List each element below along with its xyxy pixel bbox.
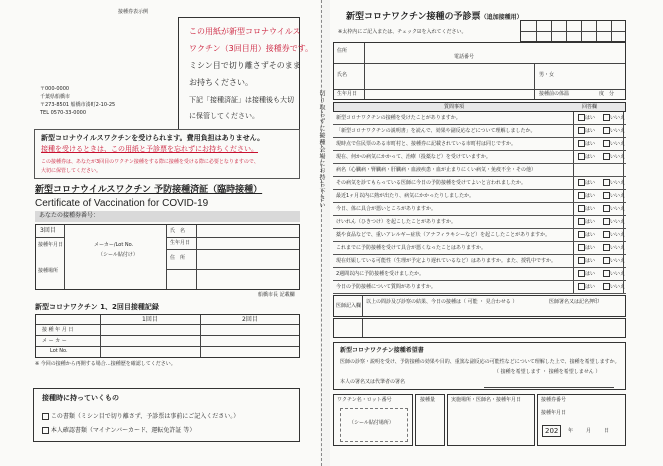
answer-yes-label: はい: [585, 141, 596, 147]
row-date-label: 接種年月日: [38, 242, 64, 248]
answer-yes-option[interactable]: [578, 231, 595, 238]
answer-yes-option[interactable]: [578, 257, 595, 264]
cert-number-bar: [35, 211, 300, 222]
question-text: けいれん（ひきつけ）を起こしたことがありますか。: [336, 219, 457, 225]
answer-no-label: いいえ: [610, 232, 626, 238]
prior-row-date: 接 種 年 月 日: [42, 327, 74, 333]
bring-item-1-text: この書類（ミシン目で切り離さず、予診票は事前にご記入ください。）: [50, 413, 240, 420]
answer-yes-option[interactable]: [578, 127, 595, 134]
question-row: [333, 164, 626, 177]
address-line-1: 〒000-0000: [40, 86, 70, 92]
answer-yes-label: はい: [585, 206, 596, 212]
question-text: 薬や食品などで、重いアレルギー症状（アナフィラキシーなど）を起こしたことがありますか。: [336, 232, 551, 238]
year-prefix: 202: [542, 425, 561, 437]
dose-label: 3回目: [40, 227, 56, 234]
answer-yes-label: はい: [585, 180, 596, 186]
question-row: [333, 125, 626, 138]
answer-no-checkbox[interactable]: [603, 114, 610, 121]
consent-section: [333, 342, 626, 390]
notice-line-6: に保管してください。: [189, 112, 259, 120]
question-text: 2週間以内に予防接種を受けましたか。: [336, 271, 425, 277]
question-table-header: [333, 102, 626, 112]
sticker-place: （シール貼付場所）: [349, 420, 394, 426]
temp-field-label: 接種前の体温: [539, 91, 570, 97]
notice-line-5: 下記「接種済証」は接種後も大切: [189, 96, 294, 104]
answer-no-checkbox[interactable]: [603, 205, 610, 212]
question-row: [333, 112, 626, 125]
question-text: 病名（心臓病・腎臓病・肝臓病・血液疾患・血が止まりにくい病気・免疫不全・その他）: [336, 167, 537, 173]
perforation-line: [321, 0, 322, 466]
answer-yes-label: はい: [585, 271, 596, 277]
answer-no-label: いいえ: [610, 284, 626, 290]
answer-no-option[interactable]: [603, 231, 625, 238]
answer-no-checkbox[interactable]: [603, 270, 610, 277]
sticker-label: （シール貼付け）: [98, 252, 138, 258]
cert-title: 新型コロナウイルスワクチン 予防接種済証（臨時接種）: [35, 185, 263, 195]
answer-yes-checkbox[interactable]: [578, 179, 585, 186]
answer-yes-option[interactable]: [578, 114, 595, 121]
answer-header: 回答欄: [582, 104, 598, 110]
question-row: [333, 229, 626, 242]
answer-no-checkbox[interactable]: [603, 192, 610, 199]
answer-yes-checkbox[interactable]: [578, 244, 585, 251]
address-line-4: TEL 0570-33-0000: [40, 110, 87, 116]
dose-amount-box: [415, 394, 445, 446]
question-row: [333, 138, 626, 151]
answer-yes-checkbox[interactable]: [578, 218, 585, 225]
cert-footer: 船橋市長 記載欄: [258, 292, 295, 298]
notice-box: [178, 17, 314, 130]
name-label: 氏 名: [170, 228, 186, 234]
answer-yes-option[interactable]: [578, 140, 595, 147]
notice-line-4: お持ちください。: [189, 78, 253, 87]
address-label: 住 所: [170, 255, 186, 261]
question-row: [333, 281, 626, 294]
question-row: [333, 255, 626, 268]
answer-no-checkbox[interactable]: [603, 283, 610, 290]
answer-yes-option[interactable]: [578, 179, 595, 186]
day-suffix: 日: [604, 428, 610, 434]
question-text: 新型コロナワクチンの接種を受けたことがありますか。: [336, 115, 461, 121]
bring-title: 接種時に持っていくもの: [42, 394, 119, 402]
doctor-label: 医師記入欄: [336, 303, 362, 309]
bring-item-1: [42, 411, 239, 420]
doctor-section: [333, 295, 626, 317]
answer-yes-label: はい: [585, 245, 596, 251]
name-field-label: 氏名: [337, 72, 348, 78]
answer-no-option[interactable]: [603, 127, 625, 134]
place-doctor-label: 実施場所・医師名・接種年月日: [451, 397, 522, 403]
consent-text: 医師の診察・説明を受け、予防接種の効果や目的、重篤な副反応の可能性などについて理解した上で、接種を希望しますか。: [340, 359, 620, 365]
prior-row-lot: Lot No.: [50, 348, 68, 354]
answer-no-label: いいえ: [610, 180, 626, 186]
answer-no-checkbox[interactable]: [603, 153, 610, 160]
answer-no-option[interactable]: [603, 153, 625, 160]
red-notice-line-1: 新型コロナウイルスワクチンを受けられます。費用負担はありません。: [41, 134, 265, 142]
answer-no-label: いいえ: [610, 115, 626, 121]
answer-yes-label: はい: [585, 258, 596, 264]
answer-yes-option[interactable]: [578, 270, 595, 277]
answer-yes-checkbox[interactable]: [578, 192, 585, 199]
question-row: [333, 151, 626, 164]
row-place-label: 接種場所: [38, 268, 59, 274]
answer-no-option[interactable]: [603, 244, 625, 251]
maker-lot-label: メーカー/Lot No.: [94, 242, 134, 248]
bring-items-box: [33, 388, 300, 442]
question-row: [333, 216, 626, 229]
red-notice-line-4: 大切に保管してください。: [41, 168, 102, 174]
answer-yes-label: はい: [585, 115, 596, 121]
answer-no-label: いいえ: [610, 258, 626, 264]
ticket-number-boxes: [520, 20, 626, 42]
address-line-3: 〒273-8501 船橋市湊町2-10-25: [40, 102, 116, 108]
consent-title: 新型コロナワクチン接種希望書: [340, 347, 424, 354]
name-input[interactable]: [364, 63, 532, 87]
consent-options[interactable]: （ 接種を希望します ・ 接種を希望しません ）: [494, 369, 601, 375]
answer-yes-option[interactable]: [578, 153, 595, 160]
questionnaire-title-suffix: （追加接種用）: [480, 14, 523, 21]
q-header: 質問事項: [444, 104, 465, 110]
instruction: ※太枠内にご記入または、チェック☑を入れてください。: [338, 29, 467, 35]
cert-subtitle: Certificate of Vaccination for COVID-19: [35, 198, 209, 209]
answer-no-option[interactable]: [603, 179, 625, 186]
answer-no-checkbox[interactable]: [603, 179, 610, 186]
red-notice-line-2: 接種を受けるときは、この用紙と予診票を忘れずにお持ちください。: [41, 145, 258, 153]
bring-item-2-checkbox[interactable]: [42, 427, 49, 434]
address-field-label: 住所: [337, 48, 348, 54]
answer-no-label: いいえ: [610, 245, 626, 251]
notice-line-1: この用紙が新型コロナウイルス: [189, 27, 301, 36]
answer-no-label: いいえ: [610, 193, 626, 199]
year-suffix: 年: [568, 428, 574, 434]
notice-line-3: ミシン目で切り離さずそのまま: [189, 61, 301, 70]
question-text: 最近1ヶ月以内に熱が出たり、病気にかかったりしましたか。: [336, 193, 475, 199]
answer-no-option[interactable]: [603, 283, 625, 290]
address-input[interactable]: [364, 43, 624, 61]
answer-yes-option[interactable]: [578, 283, 595, 290]
answer-yes-option[interactable]: [578, 205, 595, 212]
question-text: 今日、体に具合が悪いところがありますか。: [336, 206, 437, 212]
answer-no-checkbox[interactable]: [603, 140, 610, 147]
certificate-table: [35, 224, 300, 290]
prior-col-2: 2回目: [242, 316, 258, 323]
answer-no-checkbox[interactable]: [603, 218, 610, 225]
phone-field-label: 電話番号: [454, 54, 475, 60]
place-doctor-box: [447, 394, 535, 446]
answer-no-option[interactable]: [603, 192, 625, 199]
red-notice-line-3: この接種券は、あなたが3回目のワクチン接種をする際に接種を受ける際に必要となりますので、: [41, 159, 259, 165]
consent-signature: 本人の署名又は代筆者の署名: [340, 379, 406, 385]
doctor-sign-label: 医師署名又は記名押印: [549, 299, 600, 305]
bring-item-2: [42, 425, 195, 434]
ticket-number-label: 接種券番号: [541, 397, 567, 403]
answer-no-option[interactable]: [603, 205, 625, 212]
date-entry[interactable]: [542, 423, 622, 437]
question-text: その病気を診てもらっている医師に今日の予防接種を受けてよいと言われましたか。: [336, 180, 527, 186]
answer-yes-label: はい: [585, 232, 596, 238]
answer-yes-option[interactable]: [578, 192, 595, 199]
question-text: 「新型コロナワクチンの説明書」を読んで、効果や副反応などについて理解しましたか。: [336, 128, 536, 134]
dob-field-label: 生年月日: [337, 91, 358, 97]
answer-no-label: いいえ: [610, 141, 626, 147]
answer-no-option[interactable]: [603, 270, 625, 277]
prior-doses-title: 新型コロナワクチン 1、2回目接種記録: [35, 303, 159, 311]
questionnaire-title-text: 新型コロナワクチン接種の予診票: [346, 12, 481, 22]
prior-note: ※ 今回の接種から再開する場合…接種歴を確認してください。: [35, 361, 176, 367]
answer-yes-checkbox[interactable]: [578, 257, 585, 264]
dob-label: 生年月日: [170, 240, 191, 246]
answer-no-checkbox[interactable]: [603, 244, 610, 251]
cert-number-label: あなたの接種券番号：: [39, 212, 100, 219]
questionnaire-title: [346, 13, 523, 22]
vaccine-lot-box: [333, 394, 413, 446]
answer-yes-option[interactable]: [578, 244, 595, 251]
temp-unit: 度 分: [599, 91, 615, 97]
bring-item-1-checkbox[interactable]: [42, 413, 49, 420]
prior-doses-table: [35, 314, 300, 358]
question-text: 現時点で住民票のある市町村と、接種券に記載されている市町村は同じですか。: [336, 141, 517, 147]
notice-line-2: ワクチン（3回目用）接種券です。: [189, 44, 314, 53]
answer-no-label: いいえ: [610, 206, 626, 212]
answer-no-option[interactable]: [603, 140, 625, 147]
question-row: [333, 242, 626, 255]
answer-no-label: いいえ: [610, 128, 626, 134]
answer-yes-checkbox[interactable]: [578, 283, 585, 290]
prior-row-maker: メ ー カ ー: [42, 338, 67, 344]
red-notice-box: [34, 129, 300, 179]
answer-no-label: いいえ: [610, 271, 626, 277]
question-text: 現在妊娠している可能性（生理が予定より遅れているなど）はありますか。また、授乳中ですか。: [336, 258, 557, 264]
doctor-confirm-row: [333, 318, 626, 338]
date-label: 接種年月日: [541, 410, 567, 416]
answer-no-option[interactable]: [603, 114, 625, 121]
answer-yes-label: はい: [585, 193, 596, 199]
vaccine-lot-label: ワクチン名・ロット番号: [337, 397, 392, 403]
answer-yes-checkbox[interactable]: [578, 153, 585, 160]
month-suffix: 月: [586, 428, 592, 434]
answer-no-option[interactable]: [603, 218, 625, 225]
top-note: 接種券表示例: [118, 9, 149, 15]
question-text: 現在、何かの病気にかかって、治療（投薬など）を受けていますか。: [336, 154, 491, 160]
answer-no-label: いいえ: [610, 219, 626, 225]
doctor-text: 以上の問診及び診察の結果、今日の接種は（ 可能 ・ 見合わせる ）: [366, 299, 518, 305]
answer-yes-option[interactable]: [578, 218, 595, 225]
question-row: [333, 177, 626, 190]
answer-yes-checkbox[interactable]: [578, 205, 585, 212]
answer-no-checkbox[interactable]: [603, 127, 610, 134]
answer-no-label: いいえ: [610, 154, 626, 160]
question-row: [333, 203, 626, 216]
bring-item-2-text: 本人確認書類（マイナンバーカード、運転免許証 等）: [50, 427, 196, 434]
answer-yes-label: はい: [585, 284, 596, 290]
answer-yes-checkbox[interactable]: [578, 114, 585, 121]
answer-yes-label: はい: [585, 154, 596, 160]
perforation-text: 切り取らずに接種会場にお持ち下さい: [318, 90, 325, 209]
question-text: これまでに予防接種を受けて具合が悪くなったことはありますか。: [336, 245, 487, 251]
answer-no-checkbox[interactable]: [603, 231, 610, 238]
sex-field-label: 男・女: [539, 72, 555, 78]
prior-col-1: 1回目: [142, 316, 158, 323]
answer-yes-checkbox[interactable]: [578, 270, 585, 277]
answer-yes-checkbox[interactable]: [578, 231, 585, 238]
dose-amount-label: 接種量: [420, 397, 436, 403]
answer-yes-label: はい: [585, 219, 596, 225]
answer-yes-checkbox[interactable]: [578, 127, 585, 134]
question-text: 今日の予防接種について質問がありますか。: [336, 284, 436, 290]
question-row: [333, 190, 626, 203]
answer-yes-label: はい: [585, 128, 596, 134]
answer-yes-checkbox[interactable]: [578, 140, 585, 147]
question-row: [333, 268, 626, 281]
ticket-date-box: [537, 394, 626, 446]
answer-no-checkbox[interactable]: [603, 257, 610, 264]
answer-no-option[interactable]: [603, 257, 625, 264]
address-line-2: 千葉県船橋市: [40, 94, 71, 100]
